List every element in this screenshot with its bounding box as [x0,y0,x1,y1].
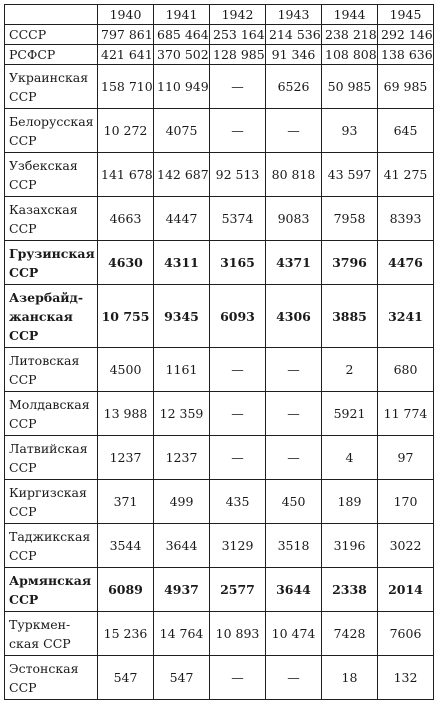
table-row [5,524,434,568]
value-cell: — [266,656,322,700]
header-year-cell: 1943 [266,5,322,25]
value-cell: — [210,656,266,700]
value-cell: 4075 [154,109,210,153]
value-cell: 3241 [378,285,434,348]
value-cell: 253 164 [210,25,266,45]
value-cell: 8393 [378,197,434,241]
value-cell: 170 [378,480,434,524]
value-cell: — [210,109,266,153]
table-row [5,197,434,241]
value-cell: 421 641 [98,45,154,65]
value-cell: 138 636 [378,45,434,65]
table-body [5,25,434,700]
value-cell: 9083 [266,197,322,241]
value-cell: 7958 [322,197,378,241]
value-cell: 370 502 [154,45,210,65]
table-row [5,392,434,436]
value-cell: 797 861 [98,25,154,45]
value-cell: 91 346 [266,45,322,65]
table-row [5,285,434,348]
value-cell: 1237 [154,436,210,480]
value-cell: — [210,392,266,436]
value-cell: — [266,436,322,480]
value-cell: 4663 [98,197,154,241]
value-cell: 43 597 [322,153,378,197]
value-cell: 10 755 [98,285,154,348]
value-cell: 6526 [266,65,322,109]
value-cell: 3518 [266,524,322,568]
value-cell: 97 [378,436,434,480]
header-year-cell: 1940 [98,5,154,25]
value-cell: 12 359 [154,392,210,436]
region-name-cell: Украинская ССР [5,65,98,109]
value-cell: 4476 [378,241,434,285]
value-cell: 4371 [266,241,322,285]
value-cell: 6089 [98,568,154,612]
region-name-cell: Молдавская ССР [5,392,98,436]
region-name-cell: Азербайд-жанская ССР [5,285,98,348]
value-cell: 3196 [322,524,378,568]
value-cell: 41 275 [378,153,434,197]
value-cell: 685 464 [154,25,210,45]
region-name-cell: Армянская ССР [5,568,98,612]
value-cell: 371 [98,480,154,524]
region-name-cell: Таджикская ССР [5,524,98,568]
value-cell: 3022 [378,524,434,568]
header-year-cell: 1941 [154,5,210,25]
value-cell: 3165 [210,241,266,285]
statistics-table [4,4,434,700]
value-cell: 547 [154,656,210,700]
header-year-cell: 1942 [210,5,266,25]
value-cell: 141 678 [98,153,154,197]
value-cell: 92 513 [210,153,266,197]
value-cell: 7428 [322,612,378,656]
value-cell: 158 710 [98,65,154,109]
value-cell: 4311 [154,241,210,285]
value-cell: 108 808 [322,45,378,65]
value-cell: 93 [322,109,378,153]
value-cell: 10 474 [266,612,322,656]
value-cell: — [210,436,266,480]
value-cell: 7606 [378,612,434,656]
value-cell: 3796 [322,241,378,285]
value-cell: 2014 [378,568,434,612]
region-name-cell: Киргизская ССР [5,480,98,524]
value-cell: 214 536 [266,25,322,45]
value-cell: 2 [322,348,378,392]
value-cell: 10 893 [210,612,266,656]
value-cell: 4630 [98,241,154,285]
value-cell: 3644 [266,568,322,612]
region-name-cell: Туркмен-ская ССР [5,612,98,656]
value-cell: 128 985 [210,45,266,65]
table-row [5,65,434,109]
value-cell: 3129 [210,524,266,568]
header-year-cell: 1945 [378,5,434,25]
value-cell: 435 [210,480,266,524]
value-cell: 189 [322,480,378,524]
value-cell: 50 985 [322,65,378,109]
value-cell: 450 [266,480,322,524]
value-cell: 9345 [154,285,210,348]
table-row [5,45,434,65]
value-cell: — [266,348,322,392]
document-page [4,4,433,700]
region-name-cell: Эстонская ССР [5,656,98,700]
value-cell: 547 [98,656,154,700]
table-row [5,480,434,524]
value-cell: 5921 [322,392,378,436]
region-name-cell: Белорусская ССР [5,109,98,153]
value-cell: — [210,348,266,392]
value-cell: 4447 [154,197,210,241]
value-cell: 680 [378,348,434,392]
value-cell: 499 [154,480,210,524]
value-cell: 142 687 [154,153,210,197]
header-year-cell: 1944 [322,5,378,25]
header-row [5,5,434,25]
value-cell: 2577 [210,568,266,612]
region-name-cell: Узбекская ССР [5,153,98,197]
value-cell: — [266,392,322,436]
value-cell: 18 [322,656,378,700]
table-row [5,25,434,45]
value-cell: 5374 [210,197,266,241]
region-name-cell: Литовская ССР [5,348,98,392]
region-name-cell: СССР [5,25,98,45]
value-cell: 2338 [322,568,378,612]
header-corner-cell [5,5,98,25]
value-cell: 10 272 [98,109,154,153]
value-cell: 69 985 [378,65,434,109]
value-cell: 645 [378,109,434,153]
value-cell: 4500 [98,348,154,392]
table-row [5,109,434,153]
table-row [5,656,434,700]
value-cell: 80 818 [266,153,322,197]
value-cell: 4306 [266,285,322,348]
value-cell: — [266,109,322,153]
value-cell: 110 949 [154,65,210,109]
value-cell: 1161 [154,348,210,392]
value-cell: 132 [378,656,434,700]
value-cell: 3644 [154,524,210,568]
value-cell: 238 218 [322,25,378,45]
region-name-cell: РСФСР [5,45,98,65]
table-row [5,612,434,656]
value-cell: 4 [322,436,378,480]
value-cell: 3885 [322,285,378,348]
value-cell: — [210,65,266,109]
table-row [5,436,434,480]
value-cell: 6093 [210,285,266,348]
table-row [5,568,434,612]
value-cell: 14 764 [154,612,210,656]
region-name-cell: Грузинская ССР [5,241,98,285]
value-cell: 13 988 [98,392,154,436]
value-cell: 15 236 [98,612,154,656]
value-cell: 292 146 [378,25,434,45]
region-name-cell: Латвийская ССР [5,436,98,480]
region-name-cell: Казахская ССР [5,197,98,241]
table-row [5,241,434,285]
value-cell: 4937 [154,568,210,612]
value-cell: 1237 [98,436,154,480]
value-cell: 11 774 [378,392,434,436]
value-cell: 3544 [98,524,154,568]
table-row [5,348,434,392]
table-row [5,153,434,197]
